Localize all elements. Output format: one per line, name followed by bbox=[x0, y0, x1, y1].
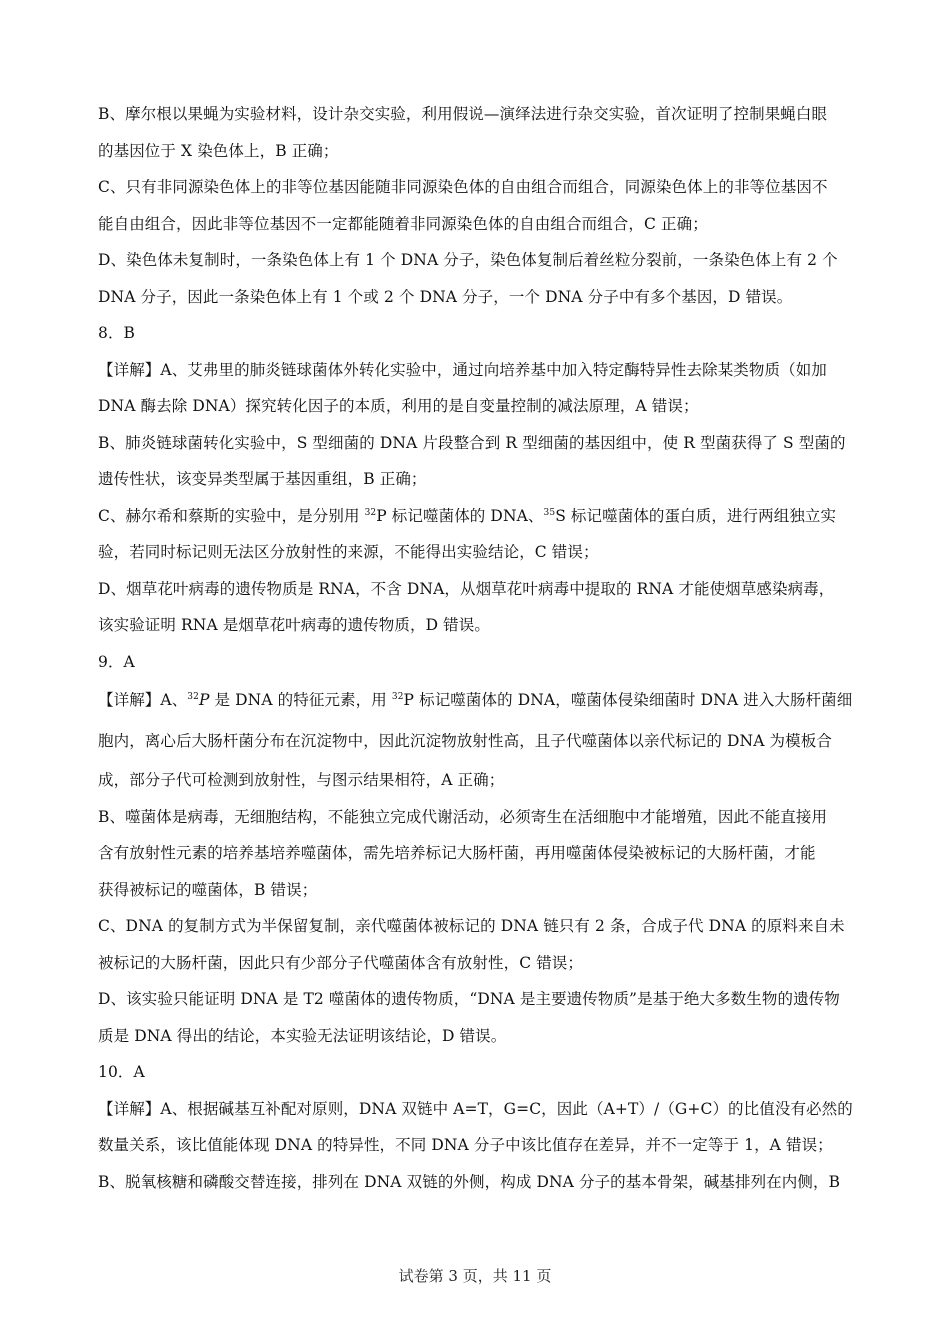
superscript-32: 32 bbox=[391, 691, 404, 702]
question-number-8: 8．B bbox=[98, 324, 136, 342]
text-line: D、染色体未复制时，一条染色体上有 1 个 DNA 分子，染色体复制后着丝粒分裂前，一条染色体上有 2 个 bbox=[98, 251, 838, 269]
text-line: DNA 分子，因此一条染色体上有 1 个或 2 个 DNA 分子，一个 DNA 分子中有多个基因，D 错误。 bbox=[98, 287, 793, 306]
text-line: B、脱氧核糖和磷酸交替连接，排列在 DNA 双链的外侧，构成 DNA 分子的基本骨架，碱基排列在内侧，B bbox=[98, 1172, 841, 1191]
answer-content bbox=[98, 96, 858, 1200]
text-segment: P 标记噬菌体的 DNA、 bbox=[376, 506, 544, 525]
text-segment: S 标记噬菌体的蛋白质，进行两组独立实 bbox=[555, 506, 837, 525]
page-footer: 试卷第 3 页，共 11 页 bbox=[398, 1267, 552, 1285]
text-line-isotope-c bbox=[98, 498, 858, 535]
text-line: B、噬菌体是病毒，无细胞结构，不能独立完成代谢活动，必须寄生在活细胞中才能增殖，因此不能直接用 bbox=[98, 807, 828, 826]
text-segment: 是 DNA 的特征元素，用 bbox=[209, 691, 392, 709]
text-line: 该实验证明 RNA 是烟草花叶病毒的遗传物质，D 错误。 bbox=[98, 616, 490, 634]
text-segment: C、赫尔希和蔡斯的实验中，是分别用 bbox=[98, 506, 365, 525]
text-line: 【详解】A、根据碱基互补配对原则，DNA 双链中 A=T，G=C，因此（A+T）/（G+C）的比值没有必然的 bbox=[98, 1099, 853, 1118]
text-line: C、DNA 的复制方式为半保留复制，亲代噬菌体被标记的 DNA 链只有 2 条，合成子代 DNA 的原料来自未 bbox=[98, 917, 845, 935]
text-line: 含有放射性元素的培养基培养噬菌体，需先培养标记大肠杆菌，再用噬菌体侵染被标记的大肠杆菌，才能 bbox=[98, 844, 816, 862]
text-line: 胞内，离心后大肠杆菌分布在沉淀物中，因此沉淀物放射性高，且子代噬菌体以亲代标记的 DNA 为模板合 bbox=[98, 732, 832, 750]
text-line: 能自由组合，因此非等位基因不一定都能随着非同源染色体的自由组合而组合，C 正确； bbox=[98, 214, 708, 233]
text-segment: 【详解】A、 bbox=[98, 691, 188, 709]
text-line-isotope-a bbox=[98, 680, 858, 721]
superscript-35: 35 bbox=[543, 507, 556, 518]
text-line: DNA 酶去除 DNA）探究转化因子的本质，利用的是自变量控制的减法原理，A 错误； bbox=[98, 397, 699, 415]
text-line: 获得被标记的噬菌体，B 错误； bbox=[98, 880, 318, 899]
italic-p: P bbox=[198, 691, 210, 709]
text-line: 遗传性状，该变异类型属于基因重组，B 正确； bbox=[98, 470, 427, 488]
question-number-9: 9．A bbox=[98, 652, 135, 671]
text-line: 验，若同时标记则无法区分放射性的来源，不能得出实验结论，C 错误； bbox=[98, 543, 599, 561]
text-segment: P 标记噬菌体的 DNA，噬菌体侵染细菌时 DNA 进入大肠杆菌细 bbox=[403, 691, 853, 709]
text-line: 数量关系，该比值能体现 DNA 的特异性，不同 DNA 分子中该比值存在差异，并不一定等于 1，A 错误； bbox=[98, 1136, 833, 1154]
text-line: D、烟草花叶病毒的遗传物质是 RNA，不含 DNA，从烟草花叶病毒中提取的 RNA 才能使烟草感染病毒， bbox=[98, 579, 835, 598]
text-line: 的基因位于 X 染色体上，B 正确； bbox=[98, 141, 339, 160]
question-number-10: 10．A bbox=[98, 1063, 145, 1081]
text-line: D、该实验只能证明 DNA 是 T2 噬菌体的遗传物质，“DNA 是主要遗传物质”是基于绝大多数生物的遗传物 bbox=[98, 990, 840, 1008]
text-line: B、肺炎链球菌转化实验中，S 型细菌的 DNA 片段整合到 R 型细菌的基因组中，使 R 型菌获得了 S 型菌的 bbox=[98, 433, 846, 452]
text-line: 【详解】A、艾弗里的肺炎链球菌体外转化实验中，通过向培养基中加入特定酶特异性去除某类物质（如加 bbox=[98, 360, 827, 379]
text-line: 成，部分子代可检测到放射性，与图示结果相符，A 正确； bbox=[98, 771, 505, 789]
text-line: 质是 DNA 得出的结论，本实验无法证明该结论，D 错误。 bbox=[98, 1026, 507, 1045]
text-line: 被标记的大肠杆菌，因此只有少部分子代噬菌体含有放射性，C 错误； bbox=[98, 953, 583, 972]
superscript-32: 32 bbox=[187, 691, 199, 702]
text-line: B、摩尔根以果蝇为实验材料，设计杂交实验，利用假说—演绎法进行杂交实验，首次证明了控制果蝇白眼 bbox=[98, 105, 828, 123]
text-line: C、只有非同源染色体上的非等位基因能随非同源染色体的自由组合而组合，同源染色体上的非等位基因不 bbox=[98, 178, 828, 196]
superscript-32: 32 bbox=[364, 507, 377, 518]
